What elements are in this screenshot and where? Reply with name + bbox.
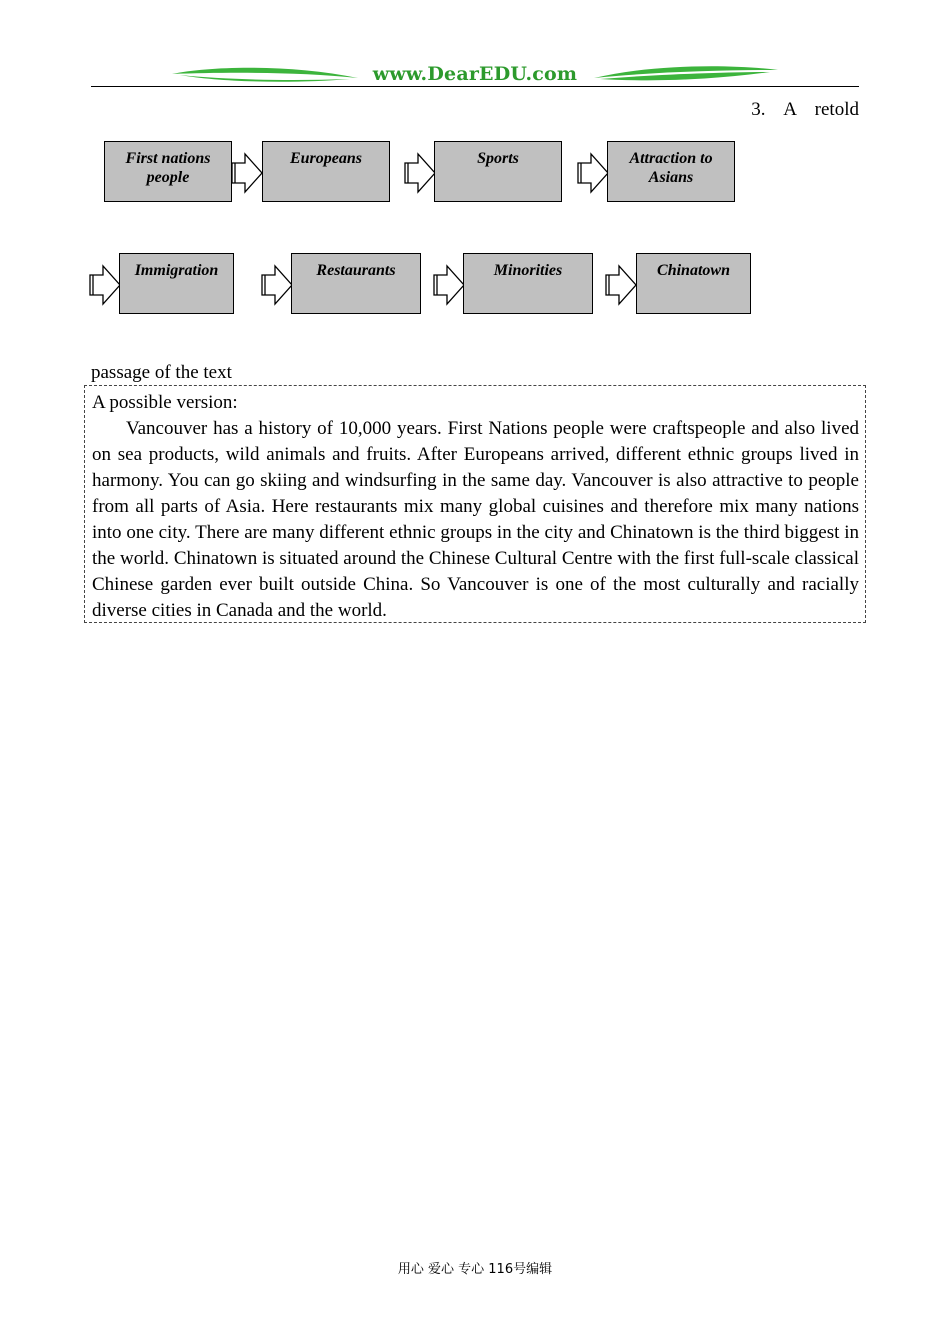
arrow-right-icon	[89, 264, 121, 306]
flow-box-restaurants: Restaurants	[291, 253, 421, 314]
page-footer: 用心 爱心 专心 116号编辑	[397, 1262, 553, 1277]
flow-box-sports: Sports	[434, 141, 562, 202]
left-swoosh-icon	[170, 64, 360, 84]
flow-box-attraction-to-asians: Attraction to Asians	[607, 141, 735, 202]
flow-box-immigration: Immigration	[119, 253, 234, 314]
flow-box-minorities: Minorities	[463, 253, 593, 314]
answer-paragraph: Vancouver has a history of 10,000 years. First Nations people were craftspeople and also lived on sea products, wild animals and fruits. After Europeans arrived, different ethnic groups lived in harmony. You can go skiing and windsurfing in the same day. Vancouver is also attractive to people from all parts of Asia. Here restaurants mix many global cuisines and therefore mix many nations into one city. There are many different ethnic groups in the city and Chinatown is the third biggest in the world. Chinatown is situated around the Chinese Cultural Centre with the first full-scale classical Chinese garden ever built outside China. So Vancouver is one of the most culturally and racially diverse cities in Canada and the world.	[92, 418, 859, 621]
arrow-right-icon	[231, 152, 263, 194]
arrow-right-icon	[404, 152, 436, 194]
arrow-right-icon	[261, 264, 293, 306]
right-swoosh-icon	[592, 64, 780, 84]
arrow-right-icon	[577, 152, 609, 194]
answer-box	[84, 385, 866, 623]
arrow-right-icon	[605, 264, 637, 306]
caption-text: passage of the text	[91, 362, 232, 383]
answer-heading: A possible version:	[92, 392, 238, 413]
flow-box-europeans: Europeans	[262, 141, 390, 202]
arrow-right-icon	[433, 264, 465, 306]
section-label: 3. A retold	[751, 99, 859, 120]
flow-box-first-nations: First nations people	[104, 141, 232, 202]
site-logo: www.DearEDU.com	[372, 63, 578, 85]
header-rule	[91, 86, 859, 87]
flow-box-chinatown: Chinatown	[636, 253, 751, 314]
